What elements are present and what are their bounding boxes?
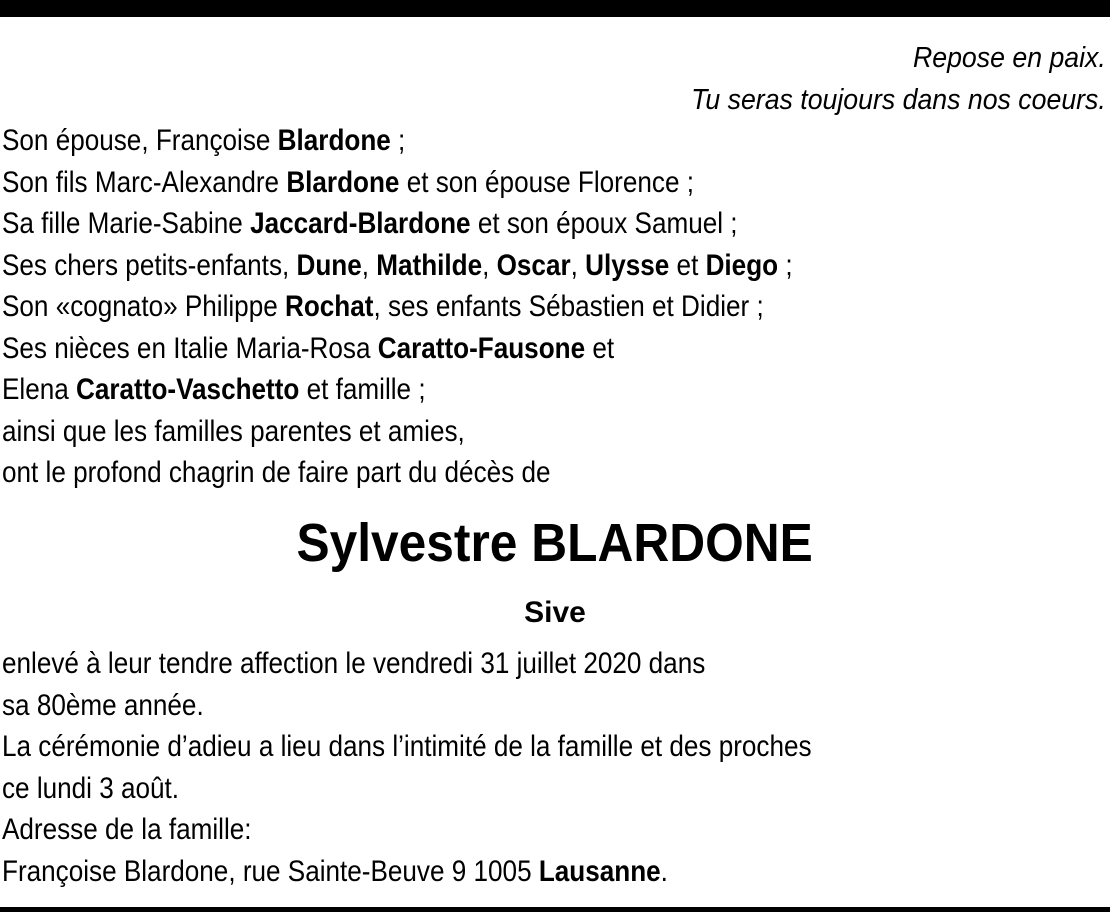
surname: Blardone xyxy=(277,124,391,157)
ceremony-details xyxy=(2,643,812,892)
epigraph-line: Tu seras toujours dans nos coeurs. xyxy=(691,84,1106,116)
epigraph-line: Repose en paix. xyxy=(913,42,1106,74)
family-line-announcement: ont le profond chagrin de faire part du décès de xyxy=(2,456,551,489)
family-line-nieces: Ses nièces en Italie Maria-Rosa Caratto-Fausone et xyxy=(2,331,615,365)
epigraph xyxy=(691,37,1106,121)
family-line-spouse: Son épouse, Françoise Blardone ; xyxy=(2,124,406,157)
surname: Caratto-Vaschetto xyxy=(76,373,300,406)
details-line: ce lundi 3 août. xyxy=(2,771,180,805)
family-announcement xyxy=(2,120,793,494)
family-line-relatives: ainsi que les familles parentes et amies, xyxy=(2,414,465,448)
grandchild-name: Oscar xyxy=(496,248,571,282)
grandchild-name: Mathilde xyxy=(376,248,483,282)
top-rule xyxy=(0,0,1110,17)
family-address: Françoise Blardone, rue Sainte-Beuve 9 1005 Lausanne. xyxy=(2,854,668,888)
deceased-nickname: Sive xyxy=(524,596,586,629)
surname: Caratto-Fausone xyxy=(377,331,586,365)
deceased-name: Sylvestre BLARDONE xyxy=(296,513,814,573)
details-line: sa 80ème année. xyxy=(2,688,204,722)
details-line: enlevé à leur tendre affection le vendredi 31 juillet 2020 dans xyxy=(2,647,706,680)
surname: Jaccard-Blardone xyxy=(250,207,471,240)
family-line-grandchildren: Ses chers petits-enfants, Dune, Mathilde, Oscar, Ulysse et Diego ; xyxy=(2,248,793,282)
surname: Rochat xyxy=(284,290,374,323)
family-line-brother-in-law: Son «cognato» Philippe Rochat, ses enfants Sébastien et Didier ; xyxy=(2,290,764,323)
address-heading: Adresse de la famille: xyxy=(2,813,252,846)
grandchild-name: Ulysse xyxy=(585,248,670,282)
details-line: La cérémonie d’adieu a lieu dans l’intimité de la famille et des proches xyxy=(2,730,812,763)
surname: Blardone xyxy=(286,165,400,199)
grandchild-name: Diego xyxy=(705,248,779,282)
bottom-rule xyxy=(0,907,1110,912)
grandchild-name: Dune xyxy=(296,248,362,282)
family-line-nieces-cont: Elena Caratto-Vaschetto et famille ; xyxy=(2,373,426,406)
family-line-son: Son fils Marc-Alexandre Blardone et son épouse Florence ; xyxy=(2,165,694,199)
city: Lausanne xyxy=(538,854,661,888)
family-line-daughter: Sa fille Marie-Sabine Jaccard-Blardone et son époux Samuel ; xyxy=(2,207,738,240)
